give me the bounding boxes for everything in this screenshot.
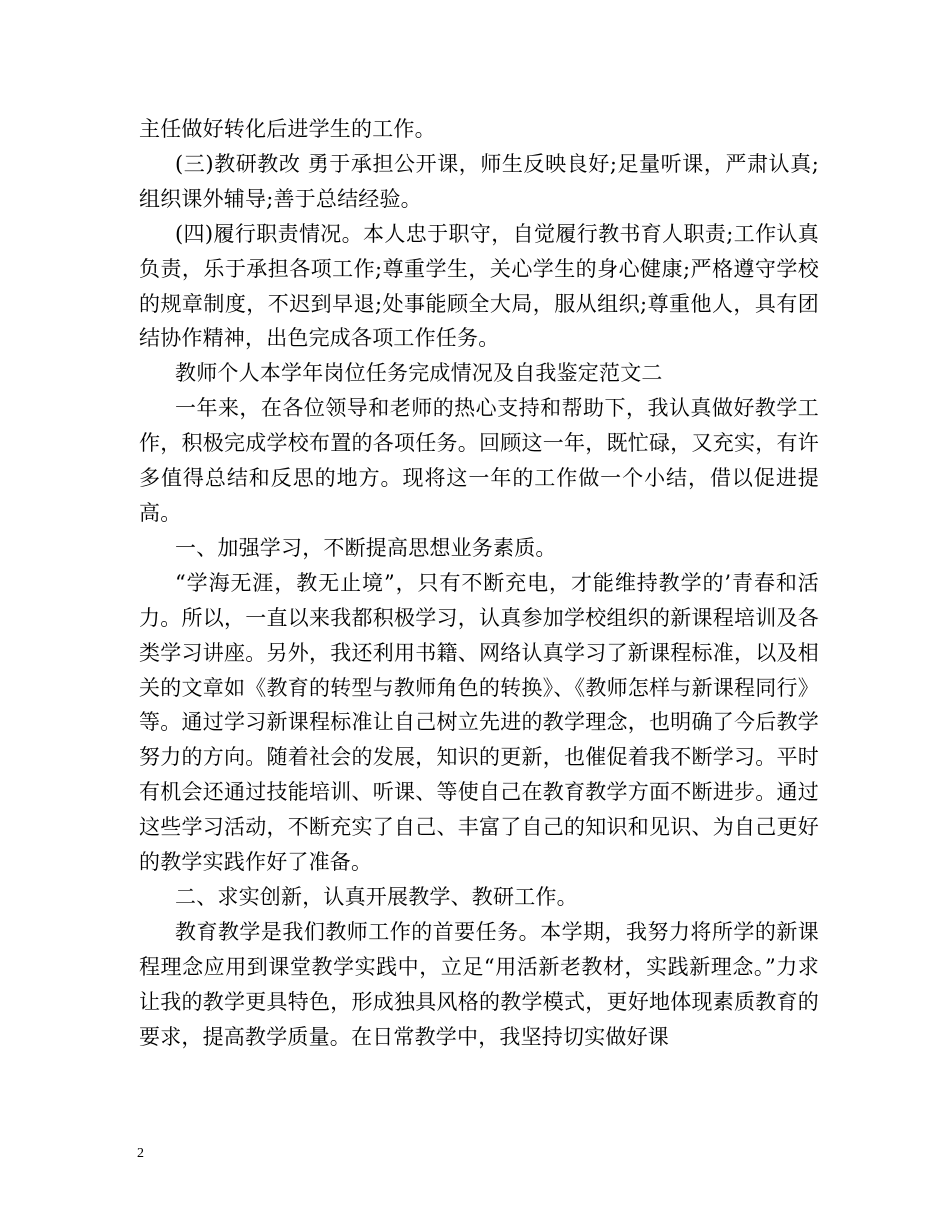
- section-heading: 二、求实创新，认真开展教学、教研工作。: [175, 884, 578, 909]
- section-heading: 一、加强学习，不断提高思想业务素质。: [175, 535, 557, 560]
- paragraph: 教育教学是我们教师工作的首要任务。本学期，我努力将所学的新课程理念应用到课堂教学实践中，立足“用活新老教材，实践新理念。”力求让我的教学更具特色，形成独具风格的教学模式，更好地体现素质教育的要求，提高教学质量。在日常教学中，我坚持切实做好课: [139, 919, 819, 1049]
- page-number: 2: [137, 1146, 144, 1161]
- document-body: [139, 112, 819, 1054]
- paragraph: (三)教研教改 勇于承担公开课，师生反映良好;足量听课，严肃认真;组织课外辅导;善于总结经验。: [139, 151, 819, 211]
- paragraph: (四)履行职责情况。本人忠于职守，自觉履行教书育人职责;工作认真负责，乐于承担各项工作;尊重学生，关心学生的身心健康;严格遵守学校的规章制度，不迟到早退;处事能顾全大局，服从组织;尊重他人，具有团结协作精神，出色完成各项工作任务。: [139, 221, 819, 351]
- paragraph: “学海无涯，教无止境”，只有不断充电，才能维持教学的’青春和活力。所以，一直以来我都积极学习，认真参加学校组织的新课程培训及各类学习讲座。另外，我还利用书籍、网络认真学习了新课程标准，以及相关的文章如《教育的转型与教师角色的转换》、《教师怎样与新课程同行》等。通过学习新课程标准让自己树立先进的教学理念，也明确了今后教学努力的方向。随着社会的发展，知识的更新，也催促着我不断学习。平时有机会还通过技能培训、听课、等使自己在教育教学方面不断进步。通过这些学习活动，不断充实了自己、丰富了自己的知识和见识、为自己更好的教学实践作好了准备。: [139, 570, 819, 875]
- section-heading: 教师个人本学年岗位任务完成情况及自我鉴定范文二: [175, 361, 663, 386]
- paragraph: 主任做好转化后进学生的工作。: [139, 117, 436, 141]
- paragraph: 一年来，在各位领导和老师的热心支持和帮助下，我认真做好教学工作，积极完成学校布置的各项任务。回顾这一年，既忙碌，又充实，有许多值得总结和反思的地方。现将这一年的工作做一个小结，借以促进提高。: [139, 396, 819, 525]
